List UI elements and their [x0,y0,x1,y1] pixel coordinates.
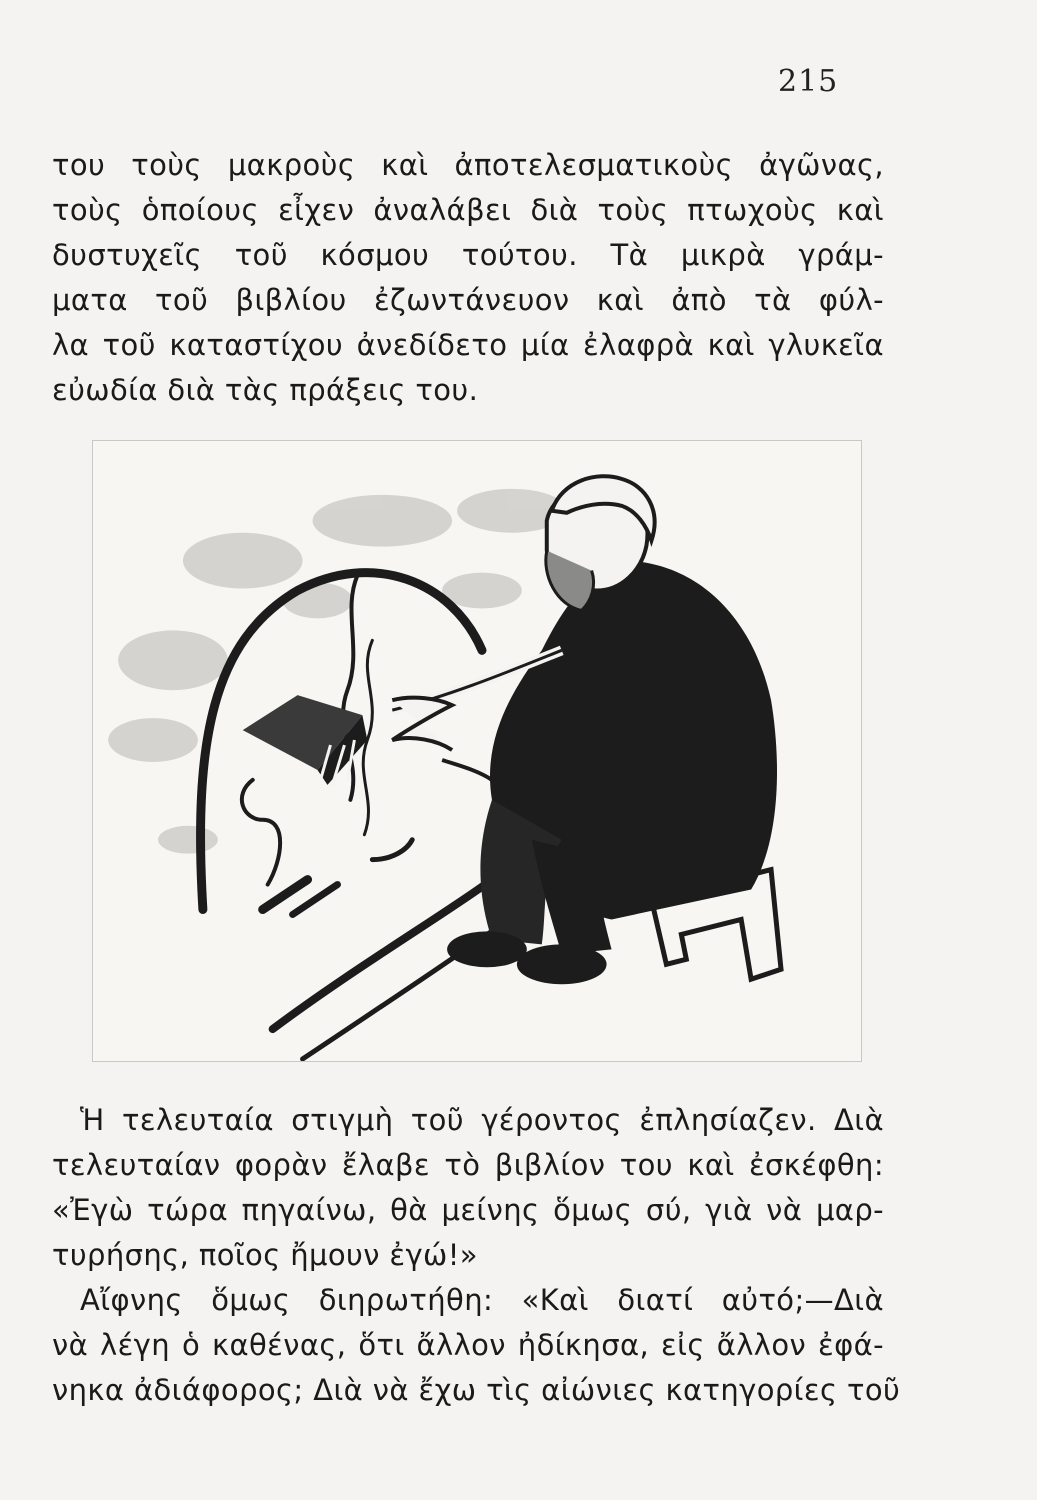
text-line: νηκα ἀδιάφορος; Διὰ νὰ ἔχω τὶς αἰώνιες κατηγορίες τοῦ [52,1373,901,1407]
text-line: «Ἐγὼ τώρα πηγαίνω, θὰ μείνης ὅμως σύ, γιὰ νὰ μαρ- [52,1193,884,1227]
text-line: ματα τοῦ βιβλίου ἐζωντάνευον καὶ ἀπὸ τὰ φύλ- [52,283,884,317]
text-line: εὐωδία διὰ τὰς πράξεις του. [52,373,479,407]
page-number: 215 [778,64,839,99]
text-line: τελευταίαν φορὰν ἔλαβε τὸ βιβλίον του καὶ ἐσκέφθη: [52,1148,884,1182]
text-line: νὰ λέγη ὁ καθένας, ὅτι ἄλλον ἠδίκησα, εἰς ἄλλον ἐφά- [52,1328,884,1362]
illustration-drawing [93,441,861,1061]
text-line: τοὺς ὁποίους εἶχεν ἀναλάβει διὰ τοὺς πτωχοὺς καὶ [52,193,884,227]
text-line: του τοὺς μακροὺς καὶ ἀποτελεσματικοὺς ἀγῶνας, [52,148,884,182]
paragraph-question [52,1278,901,1413]
book [243,695,368,785]
text-line: Ἡ τελευταία στιγμὴ τοῦ γέροντος ἐπλησίαζεν. Διὰ [80,1103,884,1137]
paragraph-final-moment [52,1098,884,1278]
illustration-old-man-burning-book [92,440,862,1062]
text-line: Αἴφνης ὅμως διηρωτήθη: «Καὶ διατί αὐτό;—Διὰ [80,1283,884,1317]
text-line: τυρήσης, ποῖος ἤμουν ἐγώ!» [52,1238,478,1272]
text-line: λα τοῦ καταστίχου ἀνεδίδετο μία ἐλαφρὰ καὶ γλυκεῖα [52,328,884,362]
paragraph-intro [52,143,884,413]
text-line: δυστυχεῖς τοῦ κόσμου τούτου. Τὰ μικρὰ γράμ- [52,238,884,272]
